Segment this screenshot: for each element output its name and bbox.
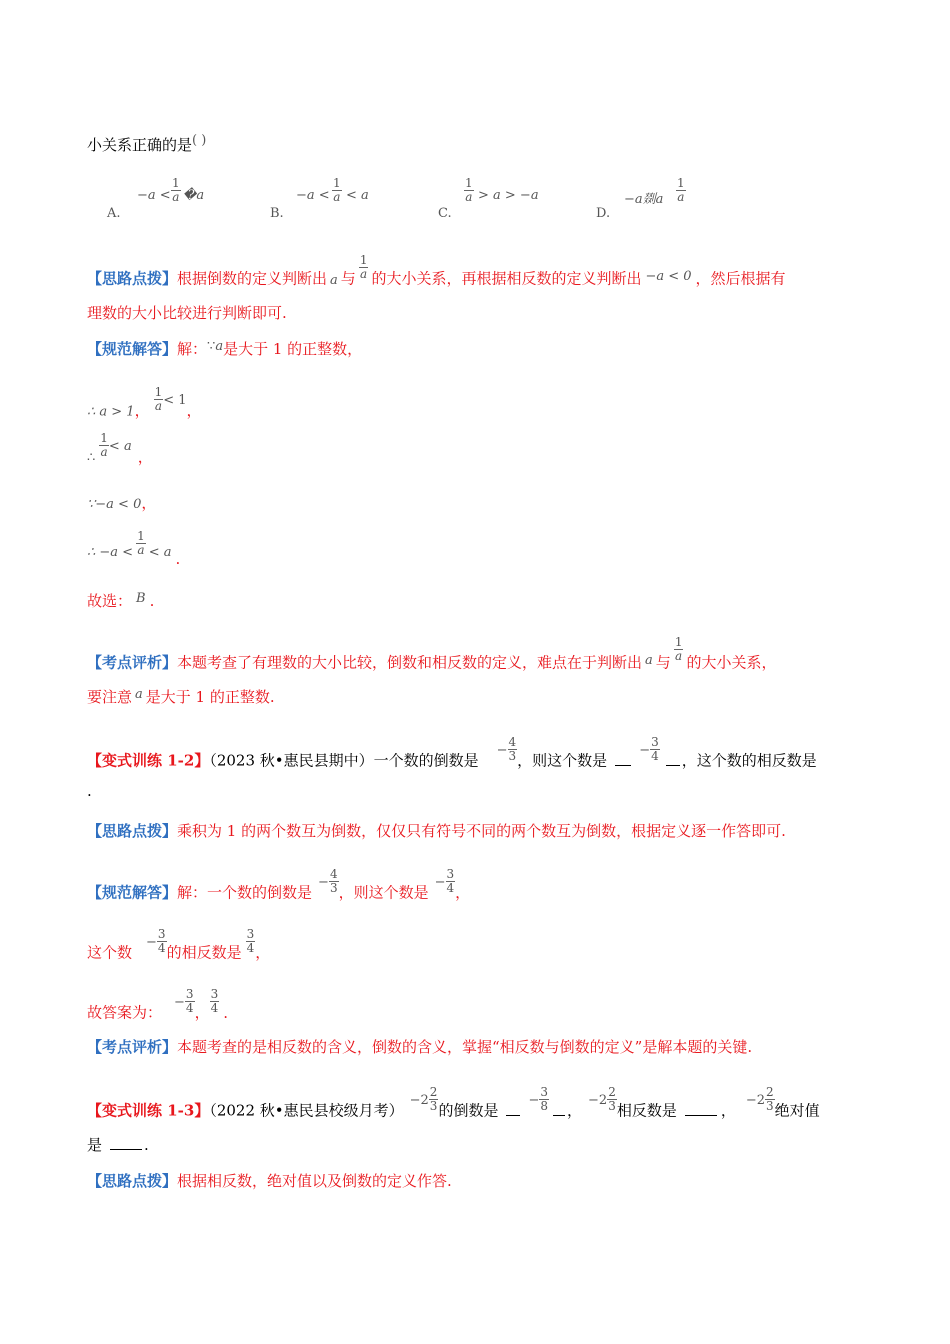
question-text: ，这个数的相反数是: [681, 751, 817, 770]
fraction-numerator: 3: [446, 867, 455, 881]
question-end: .: [87, 782, 92, 800]
solution-line: [87, 338, 362, 359]
fraction-denominator: a: [677, 190, 685, 205]
fraction-one-over-a: [674, 636, 684, 663]
fraction-denominator: a: [137, 543, 145, 558]
fraction-numerator: 1: [465, 176, 473, 190]
var-a: a: [135, 687, 143, 702]
step-comma: ，: [186, 401, 202, 420]
review-text: 与: [655, 653, 671, 672]
variant-1-3-question-end: [87, 1134, 149, 1155]
answer-separator: ，: [194, 1003, 210, 1022]
hint-text: 与: [340, 269, 356, 288]
fraction-one-over-a: [136, 530, 146, 557]
question-stem-tail: [87, 134, 206, 155]
because-symbol: ∵: [207, 339, 216, 354]
answer-blank: [666, 765, 680, 766]
fraction-numerator: 3: [540, 1085, 548, 1099]
solution-text: ，: [455, 883, 471, 902]
hint-tag: 【思路点拨】: [87, 1172, 178, 1190]
fraction-three-fourths: [210, 988, 220, 1015]
review-text: 本题考查了有理数的大小比较，倒数和相反数的定义，难点在于判断出: [177, 653, 643, 672]
fraction-numerator: 1: [154, 385, 163, 399]
solution-tag: 【规范解答】: [87, 883, 178, 902]
solution-text: ，则这个数是: [338, 883, 429, 902]
var-a: a: [330, 272, 338, 288]
fraction-numerator: 2: [429, 1085, 438, 1099]
neg-sign: −: [146, 934, 157, 950]
mixed-number-whole: −2: [745, 1092, 766, 1108]
solution-text: 解：: [177, 340, 208, 358]
answer-blank: [110, 1149, 142, 1150]
step-3: [87, 492, 156, 513]
solution-tag: 【规范解答】: [87, 340, 178, 358]
fraction-numerator: 3: [651, 735, 659, 749]
review-text: 的大小关系，: [686, 653, 777, 672]
step-math: ∵−a < 0: [87, 497, 142, 512]
fraction-numerator: 2: [766, 1085, 774, 1099]
review-tag: 【考点评析】: [87, 1038, 178, 1056]
review-line-2: [87, 686, 275, 707]
fraction-neg-four-thirds: [329, 868, 339, 895]
fraction-neg-three-fourths: [157, 928, 167, 955]
answer-blank: [615, 765, 631, 766]
var-a: a: [645, 652, 653, 668]
step-1: [87, 385, 202, 425]
step-2: [87, 431, 153, 471]
fraction-neg-four-thirds: [508, 736, 518, 763]
fraction-numerator: 1: [359, 253, 368, 267]
review-line-1: [87, 635, 777, 677]
stem-text: 小关系正确的是: [87, 136, 193, 154]
question-text: ，: [720, 1101, 736, 1120]
fraction-denominator: a: [675, 649, 683, 664]
neg-sign: −: [639, 742, 651, 758]
fraction-denominator: a: [465, 190, 473, 205]
variant-1-3-hint: [87, 1170, 452, 1191]
option-pre: −a <: [296, 188, 330, 203]
fraction-numerator: 2: [608, 1085, 616, 1099]
answer-line: [87, 590, 154, 611]
solution-text: 解：一个数的倒数是: [177, 883, 313, 902]
hint-text: 的大小关系，再根据相反数的定义判断出: [371, 269, 642, 288]
answer-end: .: [223, 1003, 228, 1022]
question-text: 的倒数是: [438, 1101, 499, 1120]
fraction-denominator: 4: [246, 941, 255, 956]
fraction-numerator: 3: [246, 927, 255, 941]
option-label: B.: [270, 206, 284, 221]
answer-paren: ( ): [192, 133, 207, 148]
step-math: ∴ −a <: [87, 544, 134, 560]
step-period: .: [175, 549, 181, 568]
hint-text: ，然后根据有: [695, 269, 786, 288]
option-fraction: [676, 177, 686, 204]
answer-blank: [553, 1115, 565, 1116]
option-fraction: [171, 177, 181, 204]
fraction-denominator: 3: [329, 881, 338, 896]
question-text: ，则这个数是: [517, 751, 608, 770]
option-post: > a > −a: [478, 188, 539, 203]
step-4: [87, 529, 181, 568]
hint-text: 根据倒数的定义判断出: [177, 269, 328, 288]
option-label: C.: [438, 206, 452, 221]
fraction-neg-three-fourths: [185, 988, 195, 1015]
solution-text: 的相反数是: [166, 943, 242, 962]
review-text: 本题考查的是相反数的含义，倒数的含义，掌握“相反数与倒数的定义”是解本题的关键.: [177, 1038, 753, 1056]
variant-1-2-question: [87, 735, 817, 775]
answer-label: 故选：: [87, 592, 133, 610]
review-text: 是大于 1 的正整数.: [145, 688, 275, 706]
fraction-denominator: a: [100, 445, 108, 460]
fraction-denominator: 4: [210, 1001, 219, 1016]
variant-1-2-step: [87, 927, 271, 967]
solution-text: 是大于 1 的正整数，: [223, 340, 363, 358]
fraction-denominator: a: [333, 190, 341, 205]
fraction-denominator: 3: [608, 1099, 616, 1114]
neg-sign: −: [434, 874, 446, 890]
solution-text: 这个数: [87, 943, 133, 962]
neg-sign: −: [174, 994, 185, 1010]
solution-text: ，: [255, 943, 271, 962]
fraction-two-thirds: [429, 1086, 439, 1113]
hint-line-2: 理数的大小比较进行判断即可.: [87, 304, 287, 322]
fraction-neg-three-eighths: [539, 1086, 549, 1113]
var-a: a: [215, 339, 224, 354]
fraction-two-thirds: [607, 1086, 617, 1113]
fraction-numerator: 1: [172, 176, 180, 190]
fraction-one-over-a: [99, 432, 109, 459]
fraction-neg-three-fourths: [650, 736, 660, 763]
answer-label: 故答案为：: [87, 1003, 163, 1022]
therefore-symbol: ∴: [87, 450, 96, 466]
review-tag: 【考点评析】: [87, 653, 178, 672]
fraction-one-over-a: [359, 254, 369, 281]
hint-tag: 【思路点拨】: [87, 822, 178, 840]
option-label: A.: [107, 206, 121, 221]
step-math: ∴ a > 1: [87, 404, 135, 420]
fraction-numerator: 1: [674, 635, 683, 649]
variant-1-2-solution: [87, 867, 471, 907]
variant-1-3-question: [87, 1085, 820, 1125]
option-pre: −a剟a: [624, 192, 664, 207]
fraction-denominator: 3: [508, 749, 517, 764]
variant-tag: 【变式训练 1-2】: [87, 751, 210, 770]
fraction-numerator: 3: [157, 927, 166, 941]
fraction-neg-three-fourths: [446, 868, 456, 895]
fraction-numerator: 4: [329, 867, 338, 881]
hint-text: 乘积为 1 的两个数互为倒数，仅仅只有符号不同的两个数互为倒数，根据定义逐一作答即可.: [177, 822, 786, 840]
option-fraction: [332, 177, 342, 204]
fraction-numerator: 1: [137, 529, 145, 543]
fraction-denominator: 8: [540, 1099, 548, 1114]
step-comma: ，: [137, 447, 153, 466]
option-post: �a: [183, 188, 205, 203]
answer-end: .: [149, 592, 155, 610]
step-comma: ，: [134, 401, 150, 420]
review-text: 要注意: [87, 688, 133, 706]
fraction-denominator: 4: [185, 1001, 194, 1016]
answer-value: B: [136, 591, 146, 606]
hint-line-1: [87, 253, 786, 293]
answer-blank: [506, 1115, 520, 1116]
fraction-numerator: 1: [333, 176, 341, 190]
fraction-one-over-a: [154, 386, 164, 413]
fraction-numerator: 3: [210, 987, 219, 1001]
step-math: < a: [108, 438, 132, 454]
question-text: ，: [567, 1101, 583, 1120]
answer-blank: [685, 1115, 717, 1116]
question-text: 绝对值: [774, 1101, 820, 1120]
step-comma: ，: [141, 494, 157, 512]
variant-tag: 【变式训练 1-3】: [87, 1101, 210, 1120]
option-pre: −a <: [137, 188, 171, 203]
fraction-denominator: a: [172, 190, 180, 205]
fraction-denominator: 3: [766, 1099, 774, 1114]
step-math: < a: [148, 544, 172, 560]
fraction-numerator: 4: [508, 735, 517, 749]
question-end: .: [144, 1136, 149, 1154]
fraction-denominator: a: [154, 399, 162, 414]
fraction-denominator: a: [360, 267, 368, 282]
fraction-numerator: 3: [185, 987, 194, 1001]
hint-tag: 【思路点拨】: [87, 269, 178, 288]
fraction-two-thirds: [765, 1086, 775, 1113]
fraction-numerator: 1: [677, 176, 685, 190]
variant-1-2-answer: [87, 987, 228, 1027]
question-text: 相反数是: [616, 1101, 677, 1120]
neg-sign: −: [318, 874, 329, 890]
neg-sign: −: [496, 742, 508, 758]
fraction-denominator: 4: [651, 749, 659, 764]
fraction-three-fourths: [246, 928, 256, 955]
question-text: （2022 秋•惠民县校级月考）: [209, 1101, 404, 1120]
option-post: < a: [346, 188, 369, 203]
fraction-numerator: 1: [100, 431, 108, 445]
fraction-denominator: 3: [429, 1099, 438, 1114]
question-text: （2023 秋•惠民县期中）一个数的倒数是: [209, 751, 479, 770]
step-math: < 1: [163, 392, 187, 408]
mixed-number-whole: −2: [409, 1092, 429, 1108]
mixed-number-whole: −2: [588, 1092, 608, 1108]
neg-sign: −: [528, 1092, 540, 1108]
neg-a-inequality: −a < 0: [645, 268, 692, 284]
option-fraction: [464, 177, 474, 204]
fraction-denominator: 4: [446, 881, 455, 896]
hint-text: 根据相反数，绝对值以及倒数的定义作答.: [177, 1172, 452, 1190]
variant-1-2-hint: [87, 820, 786, 841]
variant-1-2-review: [87, 1036, 752, 1057]
fraction-denominator: 4: [157, 941, 166, 956]
option-label: D.: [596, 206, 611, 221]
question-text: 是: [87, 1136, 103, 1154]
